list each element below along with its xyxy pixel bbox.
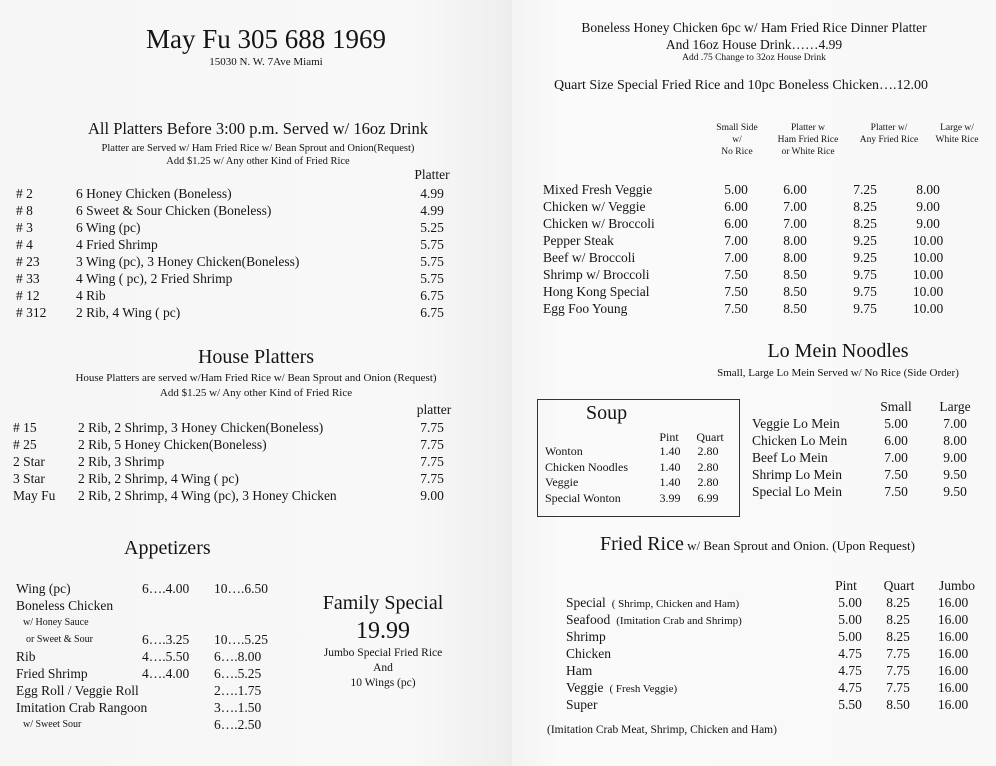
item-price: 5.00 [838, 612, 862, 627]
item-price: 9.00 [916, 216, 940, 231]
item-price: 16.00 [937, 612, 969, 627]
item-name [566, 679, 830, 696]
item-name-text: Shrimp [566, 629, 606, 644]
soup-title: Soup [586, 402, 628, 424]
family-special-price: 19.99 [356, 618, 410, 644]
soup-list [545, 444, 735, 506]
item-price: 16.00 [937, 663, 969, 678]
item-price: 2.80 [697, 459, 719, 474]
item-price: 8.50 [783, 267, 807, 282]
promo-line: Boneless Honey Chicken 6pc w/ Ham Fried Rice Dinner Platter [581, 20, 927, 35]
header-line: w/ [732, 135, 742, 145]
promo-line: And 16oz House Drink……4.99 [665, 37, 843, 52]
item-price-large: 10….5.25 [214, 632, 268, 647]
item-number: # 312 [16, 305, 47, 320]
item-number: # 15 [13, 420, 37, 435]
menu-item-row [16, 287, 456, 304]
item-price: 3.99 [659, 490, 681, 505]
item-price-small: 6….3.25 [142, 632, 190, 647]
item-name: Imitation Crab Rangoon [16, 700, 148, 715]
item-price: 10.00 [912, 250, 944, 265]
item-name: Hong Kong Special [543, 284, 650, 299]
entree-column-header [852, 122, 926, 146]
item-name: Shrimp Lo Mein [752, 467, 842, 482]
item-name [566, 696, 830, 713]
item-price-large: 6….8.00 [214, 649, 262, 664]
lunch-platters-note: Platter are Served w/ Ham Fried Rice w/ Bean Sprout and Onion(Request) [101, 143, 415, 154]
item-price: 1.40 [659, 475, 681, 489]
item-name-text: Veggie [566, 680, 604, 695]
fried-rice-list [566, 594, 986, 713]
item-price: 7.75 [420, 471, 444, 486]
item-name: Wing (pc) [16, 581, 71, 596]
menu-item-row [543, 249, 983, 266]
item-name [566, 628, 830, 645]
item-name: Chicken w/ Broccoli [543, 216, 655, 231]
entree-column-header [926, 122, 988, 146]
header-line: Ham Fried Rice [777, 135, 839, 145]
item-number: May Fu [13, 488, 56, 503]
entrees-list [543, 181, 983, 317]
item-subname: w/ Honey Sauce [23, 617, 89, 628]
item-price: 6.00 [783, 182, 807, 197]
lo-mein-title: Lo Mein Noodles [767, 340, 909, 362]
item-price: 8.50 [783, 284, 807, 299]
menu-item-row [566, 594, 986, 611]
item-price: 7.50 [884, 484, 908, 499]
header-line: Any Fried Rice [859, 135, 919, 145]
item-price: 6.75 [420, 305, 444, 320]
menu-item-row [16, 270, 456, 287]
item-price: 8.25 [886, 612, 910, 627]
item-price: 5.75 [420, 237, 444, 252]
restaurant-title: May Fu 305 688 1969 [145, 24, 386, 54]
soup-column-header: Pint [659, 430, 679, 444]
item-number: # 12 [16, 288, 40, 303]
fried-rice-column-header: Quart [883, 578, 915, 593]
menu-item-row [752, 432, 982, 449]
item-price: 1.40 [659, 459, 681, 474]
lunch-platters-column-header: Platter [414, 167, 450, 182]
item-price: 10.00 [912, 301, 944, 316]
item-price: 9.00 [916, 199, 940, 214]
item-price: 7.75 [886, 663, 910, 678]
item-price: 16.00 [937, 646, 969, 661]
item-price: 6.00 [724, 216, 748, 231]
item-price: 4.99 [420, 203, 444, 218]
item-price: 9.25 [853, 233, 877, 248]
item-name: Wonton [545, 444, 583, 458]
promo-line: Quart Size Special Fried Rice and 10pc Boneless Chicken….12.00 [554, 78, 929, 93]
item-name: Pepper Steak [543, 233, 614, 248]
item-name: Egg Foo Young [543, 301, 628, 316]
menu-item-row [566, 679, 986, 696]
item-description: 4 Fried Shrimp [76, 237, 158, 252]
item-price: 7.50 [884, 467, 908, 482]
menu-item-row [545, 444, 735, 460]
item-name [566, 611, 830, 628]
item-price: 5.00 [838, 629, 862, 644]
menu-item-row [16, 236, 456, 253]
house-platters-list [13, 419, 456, 504]
fried-rice-subtitle: w/ Bean Sprout and Onion. (Upon Request) [683, 538, 915, 553]
entree-column-header [704, 122, 770, 158]
lunch-platters-note: Add $1.25 w/ Any other Kind of Fried Rice [166, 156, 350, 167]
item-price: 8.25 [853, 216, 877, 231]
item-description: 6 Honey Chicken (Boneless) [76, 186, 232, 201]
item-price: 5.00 [838, 595, 862, 610]
menu-item-row [13, 470, 456, 487]
header-line: Small Side [716, 123, 758, 133]
family-special-line: Jumbo Special Fried Rice [323, 647, 443, 659]
item-price: 8.25 [886, 595, 910, 610]
item-price: 7.00 [783, 199, 807, 214]
item-price: 1.40 [659, 444, 681, 458]
item-price: 7.75 [420, 420, 444, 435]
item-price: 6.99 [697, 490, 719, 505]
item-name [566, 594, 830, 611]
fried-rice-title [600, 533, 915, 556]
item-name: Mixed Fresh Veggie [543, 182, 653, 197]
item-price-large: 3….1.50 [214, 700, 262, 715]
item-price: 9.75 [853, 284, 877, 299]
lo-mein-list [752, 415, 982, 500]
item-description: 3 Wing (pc), 3 Honey Chicken(Boneless) [76, 254, 300, 269]
item-description: ( Shrimp, Chicken and Ham) [611, 598, 740, 610]
item-price: 7.00 [724, 233, 748, 248]
item-price: 8.00 [943, 433, 967, 448]
item-name: Fried Shrimp [16, 666, 88, 681]
menu-item-row [543, 283, 983, 300]
item-price: 8.00 [916, 182, 940, 197]
item-name: Rib [16, 649, 36, 664]
item-price: 7.75 [420, 437, 444, 452]
lo-mein-column-header: Large [939, 399, 971, 414]
appetizers-list [16, 580, 286, 733]
item-price: 5.00 [884, 416, 908, 431]
item-number: 2 Star [13, 454, 45, 469]
item-price: 8.50 [783, 301, 807, 316]
menu-item-row [543, 215, 983, 232]
item-price: 9.00 [420, 488, 444, 503]
menu-item-row [16, 253, 456, 270]
house-platters-note: House Platters are served w/Ham Fried Rice w/ Bean Sprout and Onion (Request) [75, 372, 437, 384]
fried-rice-column-header: Pint [835, 578, 857, 593]
menu-item-row [16, 219, 456, 236]
item-price: 7.00 [783, 216, 807, 231]
header-line: Platter w/ [870, 123, 908, 133]
promo-note: Add .75 Change to 32oz House Drink [682, 53, 826, 63]
menu-item-row [16, 716, 286, 733]
item-name [566, 645, 830, 662]
header-line: or White Rice [781, 147, 835, 157]
item-price-large: 6….2.50 [214, 717, 262, 732]
menu-item-row [566, 611, 986, 628]
item-price: 8.00 [783, 250, 807, 265]
item-number: # 23 [16, 254, 40, 269]
item-price: 2.80 [697, 444, 719, 458]
menu-item-row [752, 483, 982, 500]
menu-item-row [16, 580, 286, 597]
item-name: Shrimp w/ Broccoli [543, 267, 650, 282]
item-price: 8.50 [886, 697, 910, 712]
item-price-small: 4….5.50 [142, 649, 190, 664]
item-number: # 3 [16, 220, 33, 235]
item-name-text: Special [566, 595, 606, 610]
item-description: (Imitation Crab and Shrimp) [616, 615, 742, 627]
header-line: Large w/ [940, 123, 974, 133]
soup-column-header: Quart [696, 430, 724, 444]
item-name: Beef Lo Mein [752, 450, 828, 465]
menu-item-row [16, 304, 456, 321]
entree-column-header [770, 122, 846, 158]
item-name-text: Chicken [566, 646, 611, 661]
family-special-line: 10 Wings (pc) [350, 677, 416, 689]
item-price: 16.00 [937, 629, 969, 644]
item-number: # 8 [16, 203, 33, 218]
item-description: 4 Rib [76, 288, 106, 303]
item-price: 7.00 [884, 450, 908, 465]
menu-item-row [752, 466, 982, 483]
menu-item-row [16, 682, 286, 699]
family-special-title: Family Special [322, 592, 444, 614]
item-name: Boneless Chicken [16, 598, 114, 613]
item-price: 10.00 [912, 284, 944, 299]
fried-rice-column-header: Jumbo [938, 578, 975, 593]
item-price: 7.25 [853, 182, 877, 197]
menu-item-row [545, 491, 735, 507]
item-price: 8.00 [783, 233, 807, 248]
item-name: Veggie [545, 475, 579, 489]
item-price: 4.75 [838, 646, 862, 661]
item-subname: or Sweet & Sour [26, 634, 93, 645]
menu-item-row [543, 266, 983, 283]
item-price: 6.00 [884, 433, 908, 448]
item-name-text: Seafood [566, 612, 611, 627]
menu-item-row [543, 181, 983, 198]
item-name: Chicken Noodles [545, 459, 628, 474]
item-price: 5.00 [724, 182, 748, 197]
item-price: 7.75 [886, 646, 910, 661]
item-price: 9.50 [943, 484, 967, 499]
item-description: 6 Wing (pc) [76, 220, 141, 235]
menu-item-row [13, 436, 456, 453]
item-price: 8.25 [886, 629, 910, 644]
menu-item-row [16, 185, 456, 202]
lunch-platters-title: All Platters Before 3:00 p.m. Served w/ 16oz Drink [87, 119, 429, 138]
item-price: 9.75 [853, 267, 877, 282]
family-special-line: And [373, 662, 393, 674]
item-description: 2 Rib, 2 Shrimp, 4 Wing (pc), 3 Honey Chicken [78, 488, 337, 503]
menu-item-row [13, 419, 456, 436]
item-name: Chicken w/ Veggie [543, 199, 646, 214]
menu-item-row [16, 665, 286, 682]
menu-item-row [543, 198, 983, 215]
menu-item-row [16, 597, 286, 614]
item-price: 5.25 [420, 220, 444, 235]
menu-item-row [16, 648, 286, 665]
item-price: 10.00 [912, 267, 944, 282]
item-price: 7.50 [724, 284, 748, 299]
menu-item-row [16, 202, 456, 219]
item-price-large: 10….6.50 [214, 581, 268, 596]
item-price: 9.25 [853, 250, 877, 265]
item-price: 9.75 [853, 301, 877, 316]
house-platters-column-header: platter [416, 402, 452, 417]
item-description: 2 Rib, 4 Wing ( pc) [76, 305, 181, 320]
menu-item-row [545, 460, 735, 476]
item-price: 7.00 [724, 250, 748, 265]
item-price: 5.50 [838, 697, 862, 712]
appetizers-title: Appetizers [124, 537, 211, 559]
item-name: Special Wonton [545, 490, 621, 505]
item-name [566, 662, 830, 679]
menu-item-row [16, 699, 286, 716]
item-price: 5.75 [420, 271, 444, 286]
item-price: 2.80 [697, 475, 719, 489]
menu-item-row [566, 645, 986, 662]
item-description: 2 Rib, 2 Shrimp, 4 Wing ( pc) [78, 471, 239, 486]
item-price: 16.00 [937, 697, 969, 712]
item-price: 7.75 [420, 454, 444, 469]
item-price: 6.75 [420, 288, 444, 303]
item-price: 7.75 [886, 680, 910, 695]
item-description: ( Fresh Veggie) [609, 683, 678, 695]
restaurant-address: 15030 N. W. 7Ave Miami [209, 56, 323, 68]
item-price-large: 2….1.75 [214, 683, 262, 698]
item-description: 4 Wing ( pc), 2 Fried Shrimp [76, 271, 233, 286]
menu-item-row [752, 415, 982, 432]
item-subname: w/ Sweet Sour [23, 719, 82, 730]
item-number: 3 Star [13, 471, 45, 486]
item-number: # 25 [13, 437, 37, 452]
item-name-text: Super [566, 697, 598, 712]
menu-item-row [545, 475, 735, 491]
menu-item-row [16, 614, 286, 631]
item-description: 2 Rib, 3 Shrimp [78, 454, 165, 469]
item-price-small: 4….4.00 [142, 666, 190, 681]
menu-item-row [543, 300, 983, 317]
item-price: 7.50 [724, 267, 748, 282]
item-name: Special Lo Mein [752, 484, 842, 499]
item-price: 9.50 [943, 467, 967, 482]
header-line: White Rice [935, 135, 979, 145]
item-price: 8.25 [853, 199, 877, 214]
house-platters-title: House Platters [197, 346, 315, 368]
item-name-text: Ham [566, 663, 593, 678]
item-price: 4.75 [838, 663, 862, 678]
item-price: 5.75 [420, 254, 444, 269]
item-price: 6.00 [724, 199, 748, 214]
item-price: 16.00 [937, 680, 969, 695]
item-number: # 2 [16, 186, 33, 201]
lo-mein-column-header: Small [880, 399, 912, 414]
lo-mein-note: Small, Large Lo Mein Served w/ No Rice (Side Order) [717, 367, 959, 379]
item-price: 7.00 [943, 416, 967, 431]
menu-item-row [543, 232, 983, 249]
item-description: 2 Rib, 5 Honey Chicken(Boneless) [78, 437, 267, 452]
item-name: Veggie Lo Mein [752, 416, 840, 431]
menu-item-row [16, 631, 286, 648]
menu-item-row [566, 628, 986, 645]
item-price-small: 6….4.00 [142, 581, 190, 596]
item-price: 4.75 [838, 680, 862, 695]
menu-item-row [13, 487, 456, 504]
item-description: 6 Sweet & Sour Chicken (Boneless) [76, 203, 272, 218]
house-platters-note: Add $1.25 w/ Any other Kind of Fried Rice [159, 387, 353, 399]
item-number: # 33 [16, 271, 40, 286]
item-price: 4.99 [420, 186, 444, 201]
item-name: Egg Roll / Veggie Roll [16, 683, 139, 698]
family-special [303, 590, 463, 691]
item-price: 10.00 [912, 233, 944, 248]
item-description: 2 Rib, 2 Shrimp, 3 Honey Chicken(Boneless) [78, 420, 324, 435]
menu-item-row [13, 453, 456, 470]
header-line: Platter w [790, 123, 826, 133]
header-line: No Rice [721, 147, 753, 157]
item-price-large: 6….5.25 [214, 666, 262, 681]
lunch-platters-list [16, 185, 456, 321]
menu-item-row [566, 696, 986, 713]
item-name: Beef w/ Broccoli [543, 250, 636, 265]
item-number: # 4 [16, 237, 33, 252]
item-name: Chicken Lo Mein [752, 433, 848, 448]
fried-rice-footnote: (Imitation Crab Meat, Shrimp, Chicken and Ham) [547, 724, 777, 736]
item-price: 16.00 [937, 595, 969, 610]
item-price: 7.50 [724, 301, 748, 316]
fried-rice-heading: Fried Rice [600, 533, 684, 555]
item-price: 9.00 [943, 450, 967, 465]
menu-item-row [752, 449, 982, 466]
menu-item-row [566, 662, 986, 679]
